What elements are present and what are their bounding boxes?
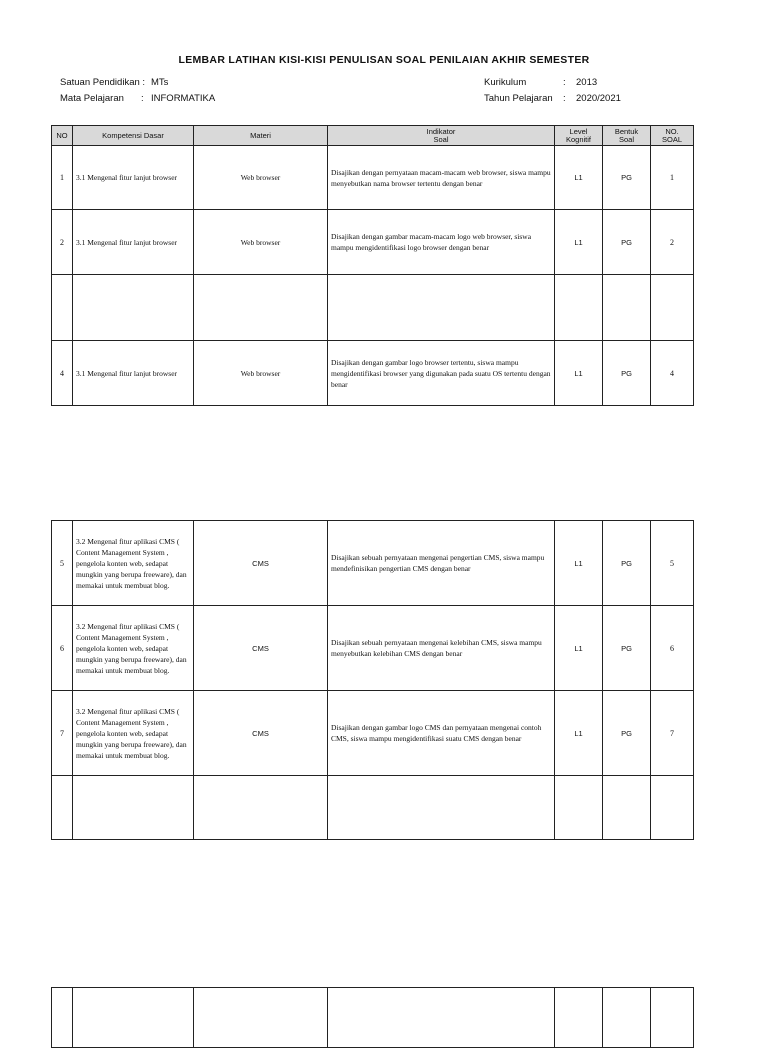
cell-bentuk: PG (603, 521, 651, 606)
cell-nosoal: 5 (651, 521, 694, 606)
cell-nosoal: 7 (651, 691, 694, 776)
table-row (52, 275, 694, 341)
cell-indikator: Disajikan sebuah pernyataan mengenai kelebihan CMS, siswa mampu menyebutkan kelebihan CMS dengan benar (328, 606, 555, 691)
cell-materi: Web browser (194, 341, 328, 406)
cell-indikator: Disajikan dengan gambar macam-macam logo web browser, siswa mampu mengidentifikasi logo browser dengan benar (328, 210, 555, 275)
table-row (52, 341, 694, 406)
header-bentuk: Bentuk Soal (603, 126, 651, 146)
cell-no (52, 988, 73, 1048)
cell-no: 5 (52, 521, 73, 606)
cell-materi (194, 988, 328, 1048)
cell-no: 2 (52, 210, 73, 275)
cell-bentuk: PG (603, 691, 651, 776)
cell-kd: 3.1 Mengenal fitur lanjut browser (73, 210, 194, 275)
header-level: Level Kognitif (555, 126, 603, 146)
cell-nosoal (651, 776, 694, 840)
cell-kd: 3.2 Mengenal fitur aplikasi CMS ( Content Management System , pengelola konten web, sedapat mungkin yang berupa freeware), dan memakai untuk membuat blog. (73, 521, 194, 606)
table-row (52, 988, 694, 1048)
kisi-kisi-table-3 (51, 987, 694, 1048)
cell-nosoal: 1 (651, 146, 694, 210)
cell-bentuk (603, 275, 651, 341)
cell-bentuk (603, 988, 651, 1048)
cell-level (555, 776, 603, 840)
cell-no (52, 275, 73, 341)
mapel-colon: : (141, 93, 144, 104)
kurikulum-label: Kurikulum (484, 77, 527, 88)
tahun-value: 2020/2021 (576, 93, 621, 104)
cell-kd: 3.2 Mengenal fitur aplikasi CMS ( Content Management System , pengelola konten web, sedapat mungkin yang berupa freeware), dan memakai untuk membuat blog. (73, 606, 194, 691)
cell-no: 1 (52, 146, 73, 210)
table-header-row (52, 126, 694, 146)
cell-level: L1 (555, 606, 603, 691)
table-row (52, 776, 694, 840)
cell-level: L1 (555, 341, 603, 406)
table-row (52, 606, 694, 691)
cell-no: 4 (52, 341, 73, 406)
cell-level: L1 (555, 210, 603, 275)
cell-indikator: Disajikan dengan gambar logo CMS dan pernyataan mengenai contoh CMS, siswa mampu mengidentifikasi suatu CMS dengan benar (328, 691, 555, 776)
table-row (52, 146, 694, 210)
cell-indikator (328, 275, 555, 341)
cell-nosoal (651, 275, 694, 341)
cell-materi: CMS (194, 606, 328, 691)
mapel-value: INFORMATIKA (151, 93, 216, 104)
header-indikator: Indikator Soal (328, 126, 555, 146)
cell-level: L1 (555, 146, 603, 210)
tahun-label: Tahun Pelajaran (484, 93, 553, 104)
cell-no (52, 776, 73, 840)
cell-bentuk: PG (603, 341, 651, 406)
cell-nosoal: 2 (651, 210, 694, 275)
cell-materi (194, 275, 328, 341)
table-row (52, 521, 694, 606)
cell-bentuk: PG (603, 210, 651, 275)
cell-materi: CMS (194, 691, 328, 776)
cell-no: 7 (52, 691, 73, 776)
cell-level (555, 275, 603, 341)
cell-nosoal: 6 (651, 606, 694, 691)
cell-kd: 3.2 Mengenal fitur aplikasi CMS ( Content Management System , pengelola konten web, sedapat mungkin yang berupa freeware), dan memakai untuk membuat blog. (73, 691, 194, 776)
satuan-label: Satuan Pendidikan : (60, 77, 146, 88)
cell-materi: CMS (194, 521, 328, 606)
cell-no: 6 (52, 606, 73, 691)
cell-materi: Web browser (194, 210, 328, 275)
cell-level (555, 988, 603, 1048)
kisi-kisi-table-1 (51, 125, 694, 406)
header-materi: Materi (194, 126, 328, 146)
cell-nosoal: 4 (651, 341, 694, 406)
cell-bentuk (603, 776, 651, 840)
kurikulum-colon: : (563, 77, 566, 88)
kurikulum-value: 2013 (576, 77, 598, 88)
table-row (52, 691, 694, 776)
table-row (52, 210, 694, 275)
meta-block (0, 0, 768, 110)
kisi-kisi-table-2 (51, 520, 694, 840)
cell-materi (194, 776, 328, 840)
cell-bentuk: PG (603, 606, 651, 691)
cell-materi: Web browser (194, 146, 328, 210)
cell-kd: 3.1 Mengenal fitur lanjut browser (73, 146, 194, 210)
cell-kd: 3.1 Mengenal fitur lanjut browser (73, 341, 194, 406)
header-kd: Kompetensi Dasar (73, 126, 194, 146)
tahun-colon: : (563, 93, 566, 104)
cell-level: L1 (555, 521, 603, 606)
cell-indikator: Disajikan dengan gambar logo browser tertentu, siswa mampu mengidentifikasi browser yang digunakan pada suatu OS tertentu dengan benar (328, 341, 555, 406)
document-title: LEMBAR LATIHAN KISI-KISI PENULISAN SOAL PENILAIAN AKHIR SEMESTER (178, 54, 590, 66)
header-no: NO (52, 126, 73, 146)
cell-indikator (328, 776, 555, 840)
cell-nosoal (651, 988, 694, 1048)
cell-kd (73, 275, 194, 341)
cell-indikator: Disajikan dengan pernyataan macam-macam web browser, siswa mampu menyebutkan nama browser tertentu dengan benar (328, 146, 555, 210)
cell-bentuk: PG (603, 146, 651, 210)
cell-kd (73, 776, 194, 840)
cell-indikator: Disajikan sebuah pernyataan mengenai pengertian CMS, siswa mampu mendefinisikan pengertian CMS dengan benar (328, 521, 555, 606)
satuan-value: MTs (151, 77, 169, 88)
header-nosoal: NO. SOAL (651, 126, 694, 146)
cell-kd (73, 988, 194, 1048)
cell-indikator (328, 988, 555, 1048)
mapel-label: Mata Pelajaran (60, 93, 124, 104)
cell-level: L1 (555, 691, 603, 776)
